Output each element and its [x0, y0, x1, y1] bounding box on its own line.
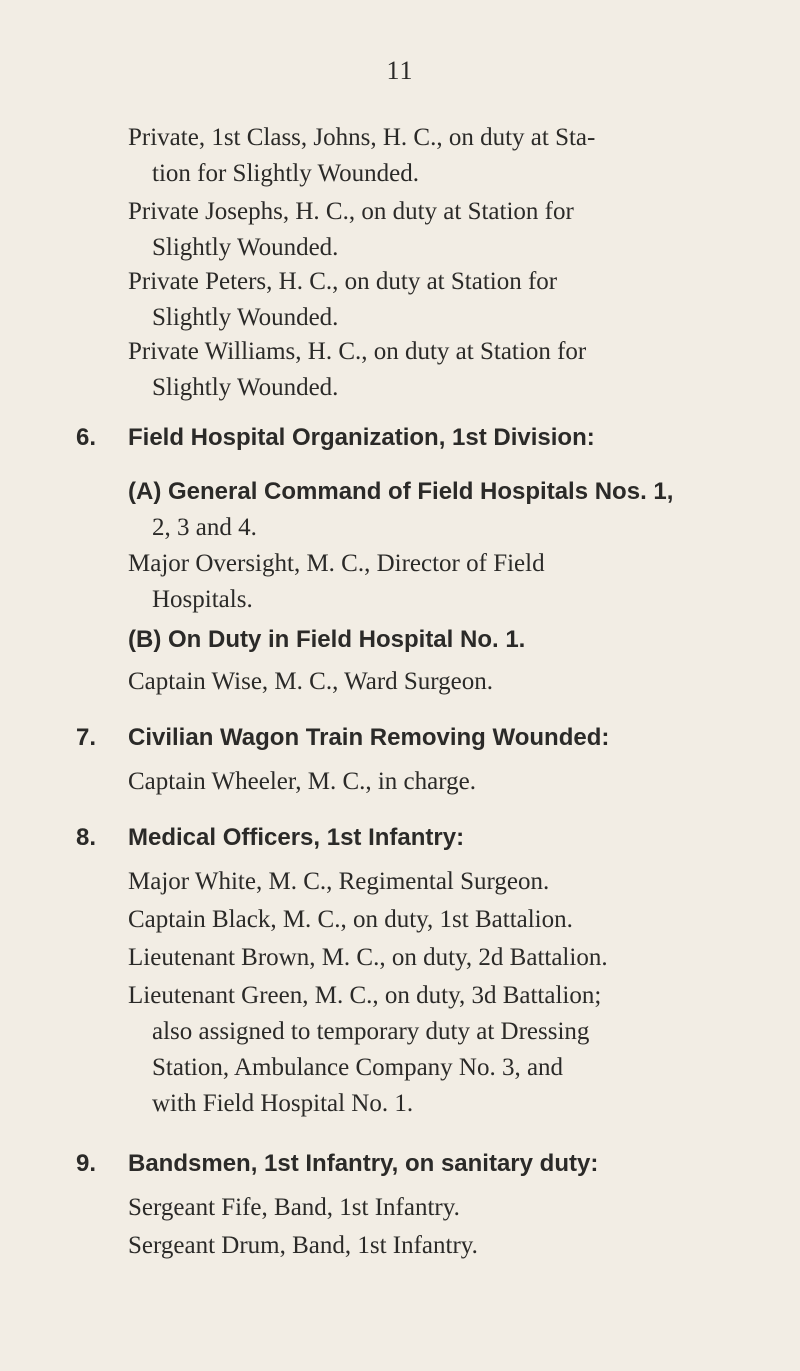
- section-number: 8.: [76, 824, 97, 851]
- list-item: [128, 664, 718, 700]
- section-title: Field Hospital Organization, 1st Division:: [128, 424, 595, 451]
- section-number: 7.: [76, 724, 97, 751]
- entry-continuation: Slightly Wounded.: [152, 304, 339, 331]
- entry-continuation: Station, Ambulance Company No. 3, and: [152, 1054, 564, 1081]
- sub-heading-line: (B) On Duty in Field Hospital No. 1.: [128, 626, 526, 653]
- list-item: [128, 940, 718, 976]
- entry-continuation: Hospitals.: [152, 586, 253, 613]
- entry-continuation: Slightly Wounded.: [152, 374, 339, 401]
- entry-line: Lieutenant Brown, M. C., on duty, 2d Battalion.: [128, 944, 608, 971]
- list-item: [128, 902, 718, 938]
- sub-heading: [128, 474, 718, 546]
- sub-heading: [128, 622, 718, 658]
- section-heading: [76, 420, 595, 456]
- section-heading: [76, 820, 465, 856]
- sub-heading-continuation: 2, 3 and 4.: [152, 514, 257, 541]
- list-item: [128, 1190, 718, 1226]
- section-title: Civilian Wagon Train Removing Wounded:: [128, 724, 610, 751]
- entry-continuation: with Field Hospital No. 1.: [152, 1090, 414, 1117]
- list-item: [128, 978, 718, 1122]
- list-item: [128, 864, 718, 900]
- section-number: 9.: [76, 1150, 97, 1177]
- entry-continuation: tion for Slightly Wounded.: [152, 160, 419, 187]
- entry-line: Captain Wise, M. C., Ward Surgeon.: [128, 668, 494, 695]
- entry-line: Private, 1st Class, Johns, H. C., on duty at Sta-: [128, 124, 596, 151]
- entry-line: Major Oversight, M. C., Director of Field: [128, 550, 545, 577]
- list-item: [128, 194, 718, 266]
- entry-continuation: Slightly Wounded.: [152, 234, 339, 261]
- list-item: [128, 1228, 718, 1264]
- sub-heading-line: (A) General Command of Field Hospitals Nos. 1,: [128, 478, 674, 505]
- entry-continuation: also assigned to temporary duty at Dressing: [152, 1018, 590, 1045]
- entry-line: Private Peters, H. C., on duty at Station for: [128, 268, 558, 295]
- entry-line: Private Josephs, H. C., on duty at Station for: [128, 198, 574, 225]
- entry-line: Lieutenant Green, M. C., on duty, 3d Battalion;: [128, 982, 602, 1009]
- entry-line: Major White, M. C., Regimental Surgeon.: [128, 868, 550, 895]
- section-number: 6.: [76, 424, 97, 451]
- entry-line: Captain Black, M. C., on duty, 1st Battalion.: [128, 906, 573, 933]
- section-heading: [76, 1146, 599, 1182]
- list-item: [128, 264, 718, 336]
- list-item: [128, 546, 718, 618]
- section-heading: [76, 720, 610, 756]
- section-title: Medical Officers, 1st Infantry:: [128, 824, 465, 851]
- entry-line: Sergeant Fife, Band, 1st Infantry.: [128, 1194, 460, 1221]
- entry-line: Private Williams, H. C., on duty at Station for: [128, 338, 587, 365]
- entry-line: Sergeant Drum, Band, 1st Infantry.: [128, 1232, 478, 1259]
- list-item: [128, 764, 718, 800]
- page-number: 11: [386, 56, 414, 85]
- entry-line: Captain Wheeler, M. C., in charge.: [128, 768, 476, 795]
- list-item: [128, 120, 718, 192]
- section-title: Bandsmen, 1st Infantry, on sanitary duty:: [128, 1150, 599, 1177]
- list-item: [128, 334, 718, 406]
